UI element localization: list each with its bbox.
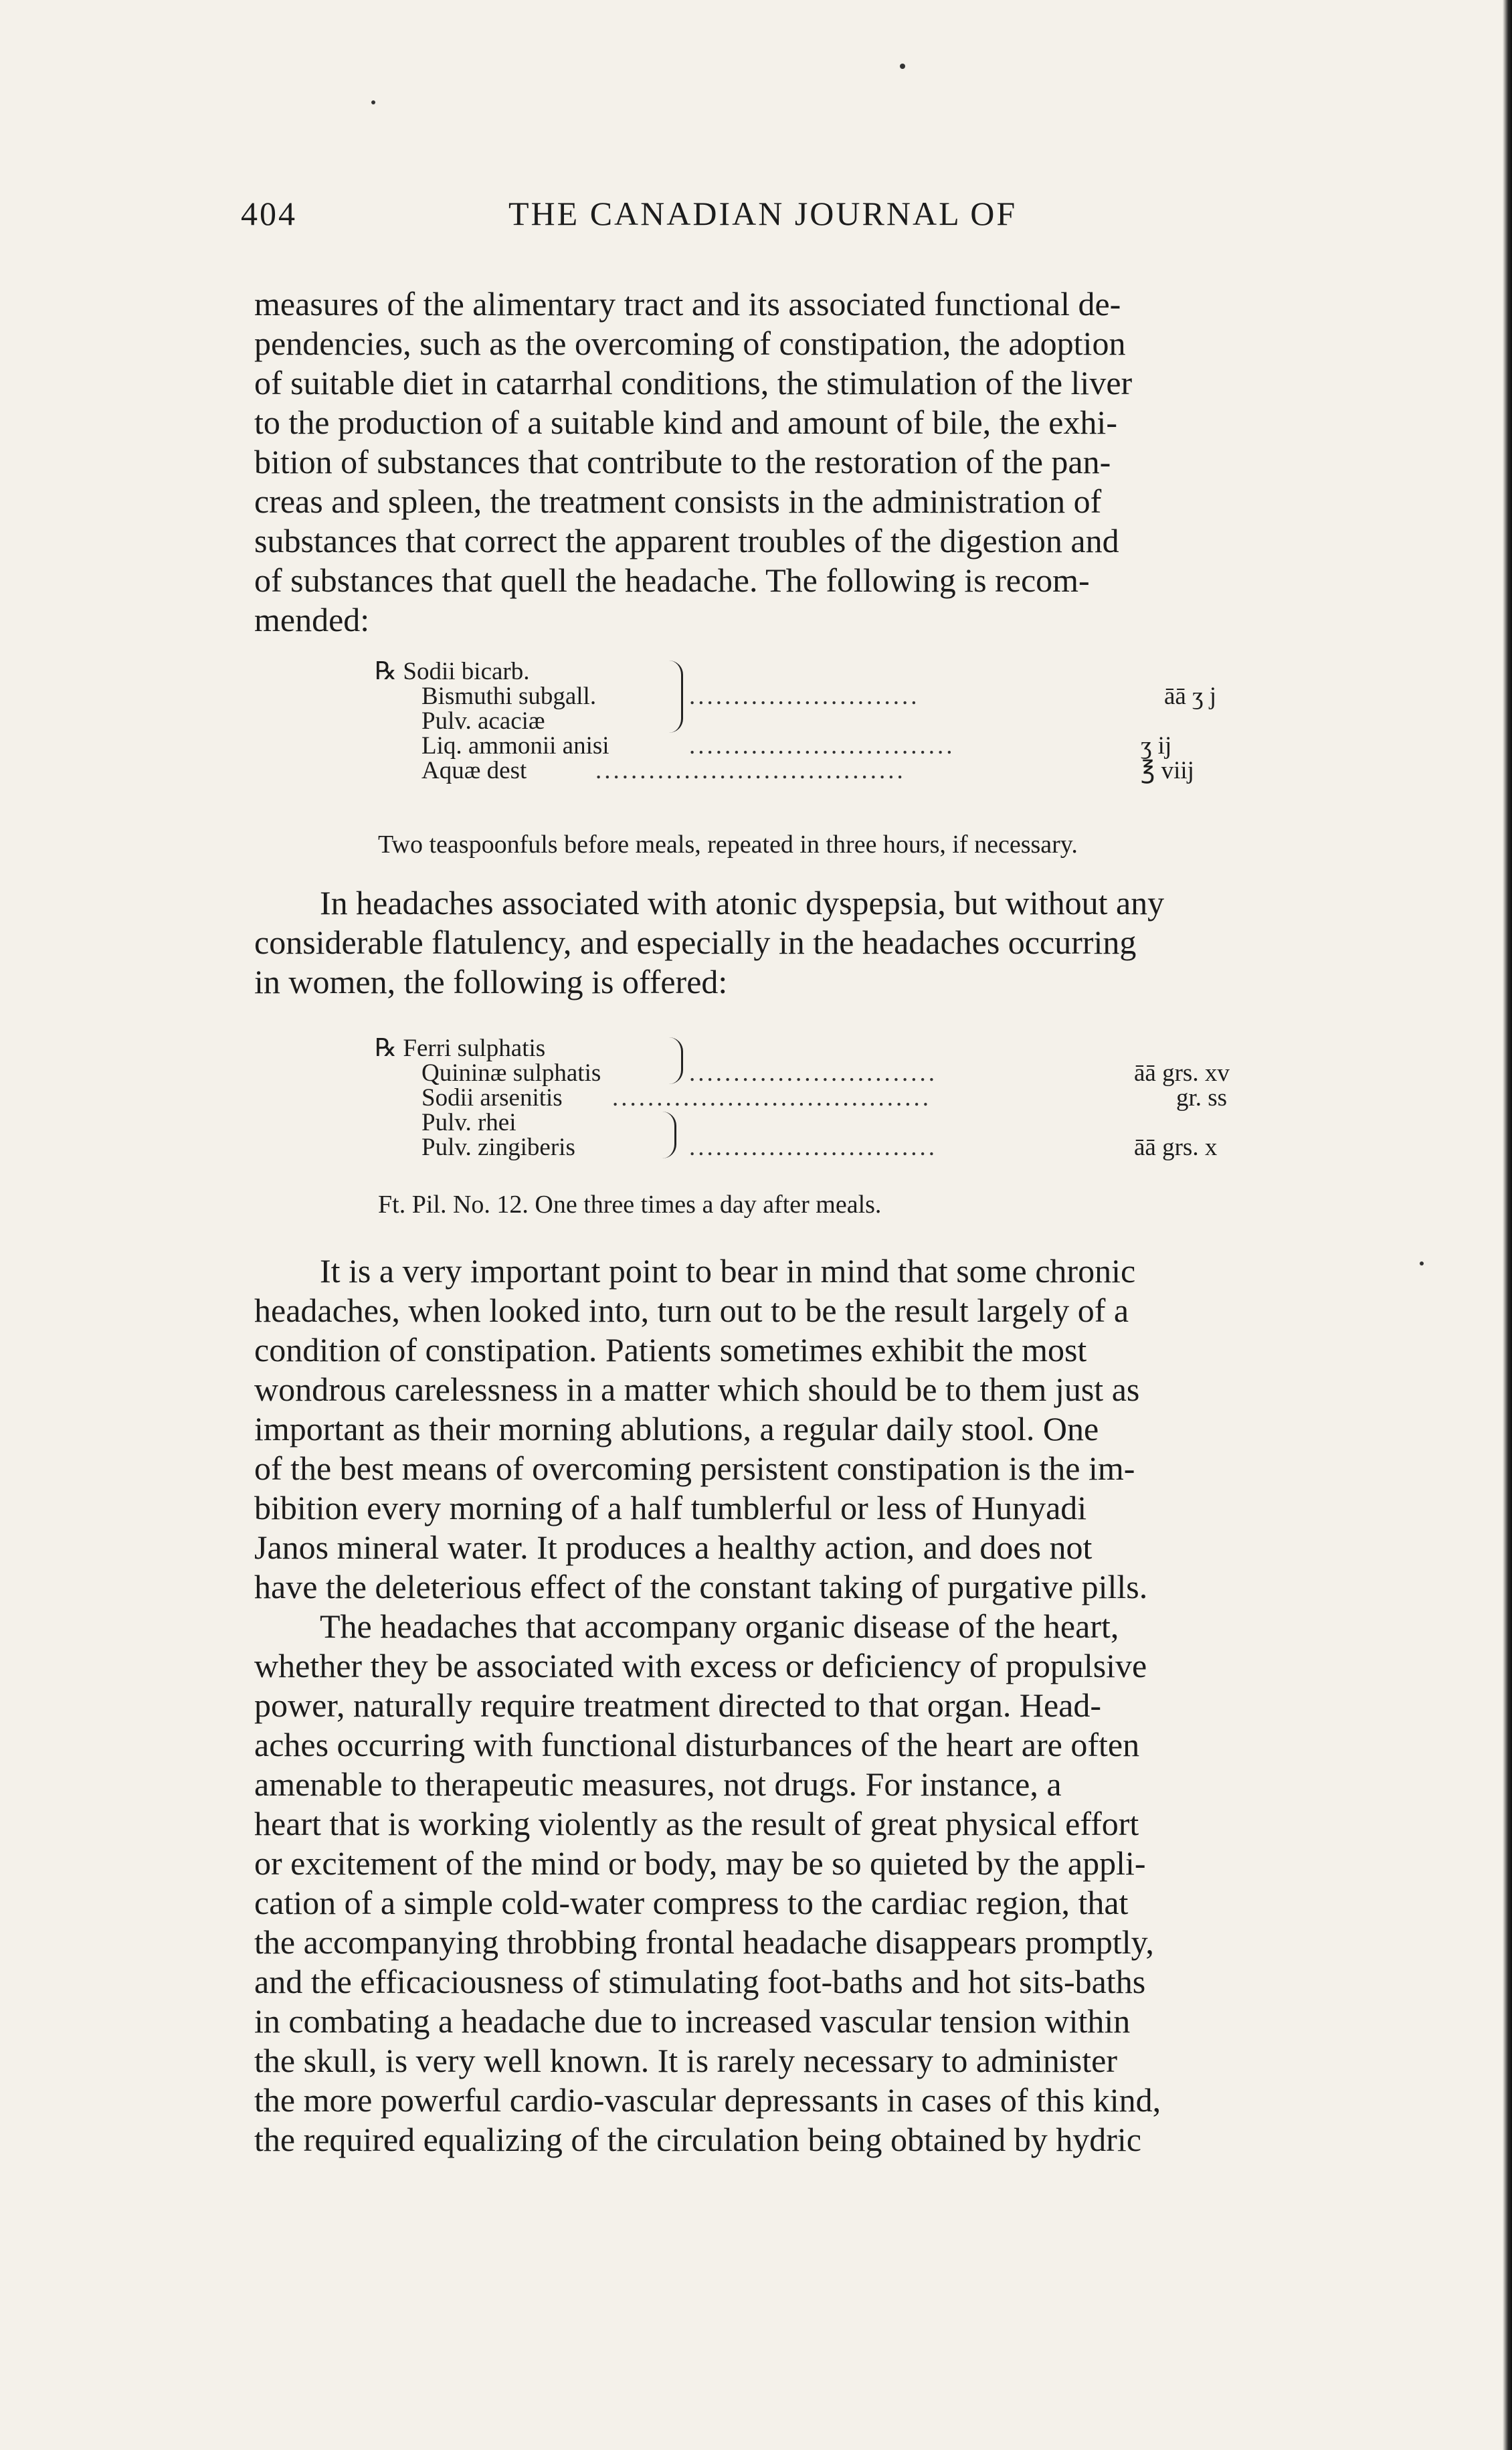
- text-line: wondrous carelessness in a matter which should be to them just as: [254, 1371, 1140, 1408]
- text-line: and the efficaciousness of stimulating foot-baths and hot sits-baths: [254, 1963, 1146, 2000]
- rx-ingredient: Pulv. rhei: [421, 1109, 516, 1136]
- text-line: cation of a simple cold-water compress to the cardiac region, that: [254, 1884, 1129, 1921]
- closing-paragraphs: [254, 1251, 1351, 2160]
- dot-leader: ............................: [689, 1135, 937, 1160]
- rx-ingredient: Sodii arsenitis: [421, 1084, 563, 1112]
- rx-row: [375, 758, 1338, 783]
- text-line: pendencies, such as the overcoming of constipation, the adoption: [254, 325, 1126, 362]
- text-line: In headaches associated with atonic dyspepsia, but without any: [320, 884, 1165, 922]
- page-number: 404: [241, 195, 297, 232]
- rx-quantity: ʒ ij: [1141, 732, 1172, 760]
- dot-leader: ....................................: [612, 1085, 931, 1110]
- text-line: substances that correct the apparent troubles of the digestion and: [254, 522, 1119, 559]
- text-line: measures of the alimentary tract and its associated functional de-: [254, 285, 1121, 323]
- running-header: [241, 194, 1345, 248]
- text-line: condition of constipation. Patients sometimes exhibit the most: [254, 1331, 1087, 1369]
- text-line: bibition every morning of a half tumblerful or less of Hunyadi: [254, 1489, 1087, 1526]
- text-line: aches occurring with functional disturbances of the heart are often: [254, 1726, 1140, 1763]
- page-edge-shadow: [1503, 0, 1512, 2450]
- text-line: heart that is working violently as the result of great physical effort: [254, 1805, 1139, 1842]
- rx-quantity: ℥ viij: [1141, 757, 1194, 784]
- text-line: the more powerful cardio-vascular depressants in cases of this kind,: [254, 2081, 1161, 2119]
- rx-quantity: āā grs. xv: [1134, 1059, 1230, 1087]
- scan-speck: [900, 64, 905, 69]
- text-line: in women, the following is offered:: [254, 963, 728, 1000]
- text-line: the accompanying throbbing frontal headache disappears promptly,: [254, 1923, 1154, 1961]
- text-line: have the deleterious effect of the constant taking of purgative pills.: [254, 1568, 1148, 1605]
- text-line: Janos mineral water. It produces a healthy action, and does not: [254, 1528, 1093, 1566]
- rx-row: [375, 1085, 1338, 1110]
- rx-quantity: āā grs. x: [1134, 1134, 1218, 1161]
- rx-direction: Ft. Pil. No. 12. One three times a day after meals.: [378, 1191, 882, 1219]
- running-title: THE CANADIAN JOURNAL OF: [508, 195, 1018, 232]
- rx-quantity: gr. ss: [1176, 1084, 1228, 1112]
- text-line: important as their morning ablutions, a regular daily stool. One: [254, 1410, 1099, 1448]
- scan-speck: [1420, 1261, 1424, 1265]
- rx-ingredient: Liq. ammonii anisi: [421, 732, 609, 760]
- rx-row: [375, 709, 1338, 733]
- text-line: considerable flatulency, and especially in the headaches occurring: [254, 924, 1137, 961]
- rx-row: [375, 1135, 1338, 1160]
- prescription-1: [375, 659, 1338, 783]
- brace: [669, 1037, 683, 1084]
- intro-paragraph: [254, 284, 1351, 640]
- rx-row: [375, 684, 1338, 709]
- middle-paragraph: [254, 883, 1351, 1002]
- text-line: of the best means of overcoming persistent constipation is the im-: [254, 1450, 1135, 1487]
- rx-row: [375, 1036, 1338, 1061]
- text-line: to the production of a suitable kind and amount of bile, the exhi-: [254, 404, 1117, 441]
- text-line: The headaches that accompany organic disease of the heart,: [320, 1607, 1119, 1645]
- rx-ingredient: Pulv. acaciæ: [421, 707, 545, 735]
- rx-row: [375, 659, 1338, 684]
- brace: [662, 1112, 676, 1158]
- text-line: bition of substances that contribute to the restoration of the pan-: [254, 443, 1111, 480]
- dot-leader: ..........................: [689, 684, 920, 709]
- text-line: the skull, is very well known. It is rarely necessary to administer: [254, 2042, 1117, 2079]
- rx-ingredient: ℞ Sodii bicarb.: [375, 658, 530, 685]
- dot-leader: ..............................: [689, 733, 955, 758]
- text-line: the required equalizing of the circulation being obtained by hydric: [254, 2121, 1141, 2158]
- rx-row: [375, 1061, 1338, 1085]
- text-line: power, naturally require treatment directed to that organ. Head-: [254, 1686, 1101, 1724]
- text-line: mended:: [254, 601, 370, 638]
- rx-direction: Two teaspoonfuls before meals, repeated in three hours, if necessary.: [378, 830, 1078, 859]
- rx-quantity: āā ʒ j: [1164, 683, 1217, 710]
- text-line: It is a very important point to bear in mind that some chronic: [320, 1252, 1136, 1290]
- rx-ingredient: Quininæ sulphatis: [421, 1059, 601, 1087]
- rx-row: [375, 733, 1338, 758]
- scan-speck: [371, 100, 375, 104]
- text-line: creas and spleen, the treatment consists in the administration of: [254, 483, 1102, 520]
- text-line: in combating a headache due to increased vascular tension within: [254, 2002, 1131, 2040]
- text-line: headaches, when looked into, turn out to be the result largely of a: [254, 1292, 1129, 1329]
- text-line: of suitable diet in catarrhal conditions, the stimulation of the liver: [254, 364, 1133, 402]
- rx-ingredient: Pulv. zingiberis: [421, 1134, 575, 1161]
- rx-ingredient: Aquæ dest: [421, 757, 527, 784]
- dot-leader: ............................: [689, 1061, 937, 1085]
- rx-ingredient: ℞ Ferri sulphatis: [375, 1035, 546, 1062]
- text-line: amenable to therapeutic measures, not drugs. For instance, a: [254, 1765, 1062, 1803]
- text-line: whether they be associated with excess or deficiency of propulsive: [254, 1647, 1147, 1684]
- brace: [669, 661, 683, 733]
- text-line: or excitement of the mind or body, may be so quieted by the appli-: [254, 1844, 1146, 1882]
- text-line: of substances that quell the headache. The following is recom-: [254, 561, 1090, 599]
- prescription-2: [375, 1036, 1338, 1160]
- rx-ingredient: Bismuthi subgall.: [421, 683, 597, 710]
- rx-row: [375, 1110, 1338, 1135]
- dot-leader: ...................................: [595, 758, 906, 783]
